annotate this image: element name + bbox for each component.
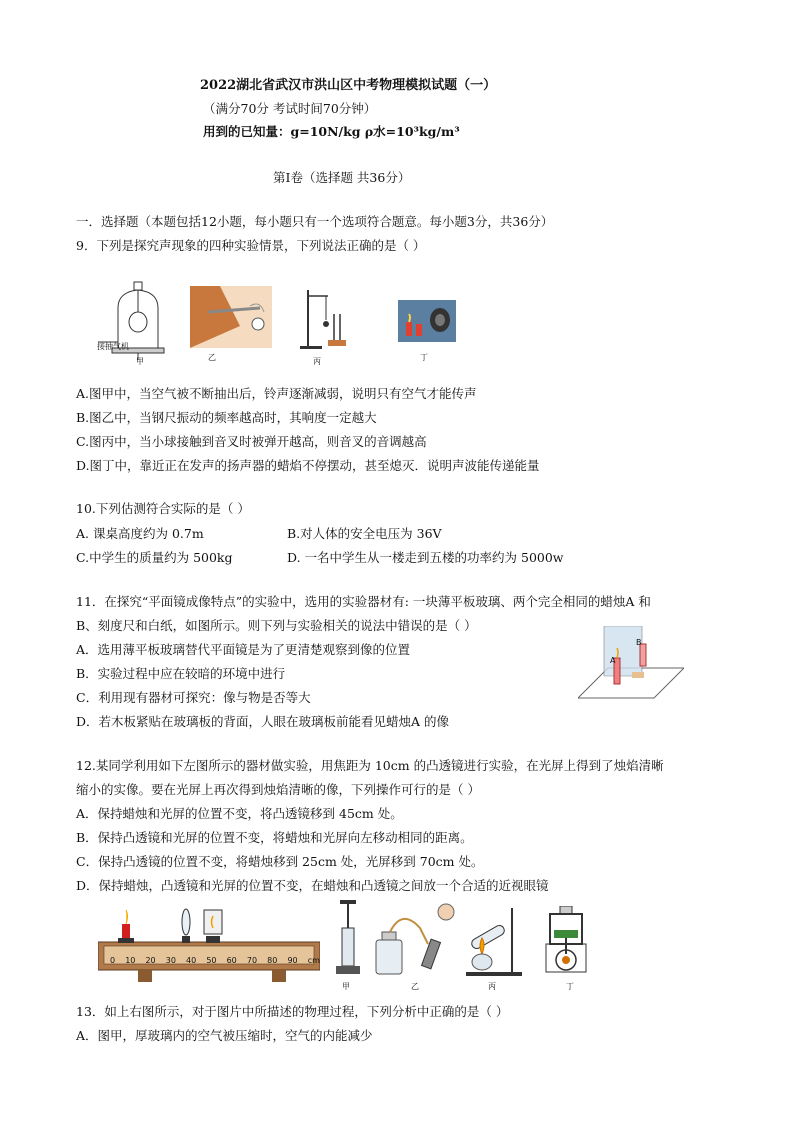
q12-option-a: A．保持蜡烛和光屏的位置不变，将凸透镜移到 45cm 处。 bbox=[76, 806, 403, 821]
ruler-ticks bbox=[110, 956, 320, 965]
bottle-pump-figure bbox=[372, 900, 464, 978]
ruler-tick: 80 bbox=[267, 956, 278, 965]
fig-label-bing-2: 丙 bbox=[488, 982, 496, 991]
q11-option-b: B．实验过程中应在较暗的环境中进行 bbox=[76, 666, 286, 681]
fig-label-yi-2: 乙 bbox=[411, 982, 419, 991]
optical-bench-figure bbox=[98, 904, 320, 984]
q9-option-d: D.图丁中，靠近正在发声的扬声器的蜡焰不停摆动，甚至熄灭．说明声波能传递能量 bbox=[76, 458, 540, 473]
ruler-tick: 90 bbox=[287, 956, 298, 965]
q10-stem: 10.下列估测符合实际的是（ ） bbox=[76, 501, 250, 516]
compression-cylinder-figure bbox=[334, 900, 362, 980]
ruler-tick: 40 bbox=[186, 956, 197, 965]
q9-option-a: A.图甲中，当空气被不断抽出后，铃声逐渐减弱，说明只有空气才能传声 bbox=[76, 386, 477, 401]
section-instruction: 一．选择题（本题包括12小题，每小题只有一个选项符合题意。每小题3分，共36分） bbox=[76, 214, 554, 229]
test-tube-heating-figure bbox=[466, 904, 522, 978]
q12-option-d: D．保持蜡烛，凸透镜和光屏的位置不变，在蜡烛和凸透镜之间放一个合适的近视眼镜 bbox=[76, 878, 549, 893]
speaker-candle-figure bbox=[398, 300, 456, 342]
fig-label-bing: 丙 bbox=[313, 357, 321, 366]
plane-mirror-figure bbox=[578, 626, 684, 702]
fig-label-yi: 乙 bbox=[208, 353, 216, 362]
q10-option-a: A. 课桌高度约为 0.7m bbox=[76, 526, 204, 541]
fig-label-ding: 丁 bbox=[420, 353, 428, 362]
candle-a-label: A bbox=[610, 656, 616, 665]
ruler-tick: 10 bbox=[125, 956, 136, 965]
bell-jar-figure bbox=[98, 278, 180, 368]
q10-option-d: D. 一名中学生从一楼走到五楼的功率约为 5000w bbox=[287, 550, 564, 565]
ruler-tick: 70 bbox=[246, 956, 258, 965]
known-constants: 用到的已知量：g=10N/kg ρ水=10³kg/m³ bbox=[203, 124, 460, 139]
engine-cylinder-figure bbox=[542, 906, 590, 974]
q11-stem-line2: B、刻度尺和白纸，如图所示。则下列与实验相关的说法中错误的是（ ） bbox=[76, 618, 477, 633]
ruler-vibration-figure bbox=[190, 286, 272, 348]
q9-option-c: C.图丙中，当小球接触到音叉时被弹开越高，则音叉的音调越高 bbox=[76, 434, 427, 449]
ruler-tick: 20 bbox=[145, 956, 156, 965]
q12-stem-line1: 12.某同学利用如下左图所示的器材做实验，用焦距为 10cm 的凸透镜进行实验，在光屏上得到了烛焰清晰 bbox=[76, 758, 664, 773]
q10-option-b: B.对人体的安全电压为 36V bbox=[287, 526, 442, 541]
fig-label-ding-2: 丁 bbox=[566, 982, 574, 991]
q11-option-d: D．若木板紧贴在玻璃板的背面，人眼在玻璃板前能看见蜡烛A 的像 bbox=[76, 714, 450, 729]
fig-label-pump: 接抽气机 bbox=[97, 342, 129, 351]
q12-option-b: B．保持凸透镜和光屏的位置不变，将蜡烛和光屏向左移动相同的距离。 bbox=[76, 830, 473, 845]
q12-stem-line2: 缩小的实像。要在光屏上再次得到烛焰清晰的像，下列操作可行的是（ ） bbox=[76, 782, 480, 797]
ruler-tick: 0 bbox=[110, 956, 116, 965]
q10-option-c: C.中学生的质量约为 500kg bbox=[76, 550, 233, 565]
ruler-tick: 30 bbox=[165, 956, 176, 965]
tuning-fork-figure bbox=[298, 286, 350, 350]
fig-label-jia-2: 甲 bbox=[342, 982, 350, 991]
q11-stem-line1: 11．在探究“平面镜成像特点”的实验中，选用的实验器材有: 一块薄平板玻璃、两个完全相同的蜡烛A 和 bbox=[76, 594, 651, 609]
q11-option-a: A．选用薄平板玻璃替代平面镜是为了更清楚观察到像的位置 bbox=[76, 642, 411, 657]
exam-subtitle: （满分70分 考试时间70分钟） bbox=[203, 101, 377, 116]
q9-option-b: B.图乙中，当钢尺振动的频率越高时，其响度一定越大 bbox=[76, 410, 377, 425]
exam-title: 2022湖北省武汉市洪山区中考物理模拟试题（一） bbox=[200, 78, 497, 93]
candle-b-label: B bbox=[636, 638, 642, 647]
section-title: 第Ⅰ卷（选择题 共36分） bbox=[273, 170, 411, 185]
q13-option-a: A．图甲，厚玻璃内的空气被压缩时，空气的内能减少 bbox=[76, 1028, 373, 1043]
q12-option-c: C．保持凸透镜的位置不变，将蜡烛移到 25cm 处，光屏移到 70cm 处。 bbox=[76, 854, 484, 869]
fig-label-jia: 甲 bbox=[136, 357, 144, 366]
ruler-tick: 50 bbox=[206, 956, 217, 965]
q11-option-c: C．利用现有器材可探究：像与物是否等大 bbox=[76, 690, 311, 705]
q13-stem: 13．如上右图所示，对于图片中所描述的物理过程，下列分析中正确的是（ ） bbox=[76, 1004, 509, 1019]
ruler-tick: 60 bbox=[226, 956, 237, 965]
q9-stem: 9．下列是探究声现象的四种实验情景，下列说法正确的是（ ） bbox=[76, 238, 426, 253]
ruler-tick: cm bbox=[307, 956, 320, 965]
